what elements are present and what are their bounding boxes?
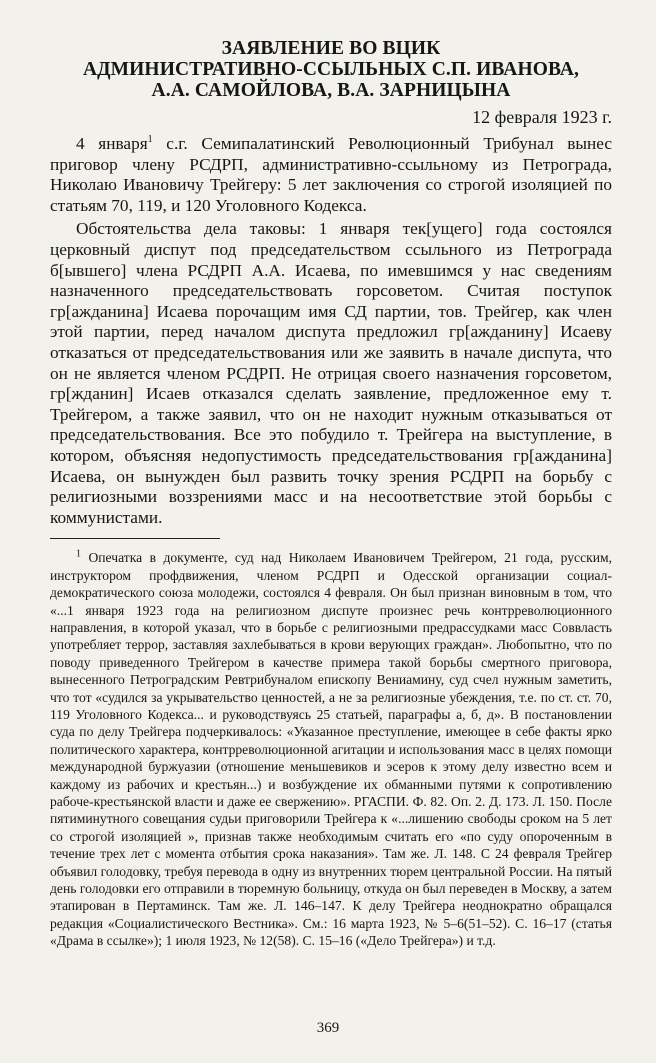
title-line-1: ЗАЯВЛЕНИЕ ВО ВЦИК [221,38,441,59]
paragraph-1-start: 4 января [76,134,148,153]
document-date: 12 февраля 1923 г. [472,107,612,127]
title-line-3: А.А. САМОЙЛОВА, В.А. ЗАРНИЦЫНА [151,80,511,101]
paragraph-2: Обстоятельства дела таковы: 1 января тек[ущего] года состоялся церковный диспут под председательством ссыльного из Петрограда б[ывшего] члена РСДРП А.А. Исаева, по имевшимся у нас сведениям назначенного председательствовать горсоветом. Считая поступок гр[ажданина] Исаева порочащим имя СД партии, тов. Трейгер, как член этой партии, перед началом диспута предложил гр[ажданину] Исаеву отказаться от председательствования или же заявить в начале диспута, что он не является членом РСДРП. Не отрицая своего назначения горсоветом, гр[жданин] Исаев отказался сделать заявление, предложенное ему т. Трейгером, а также заявил, что он не находит нужным отказываться от председательствования. Все это побудило т. Трейгера на выступление, в котором, объясняя недопустимость председательствования гр[ажданина] Исаева, он вынужден был развить точку зрения РСДРП на борьбу с религиозными воззрениями масс и на несоответствие этой борьбы с коммунистами. [50,219,612,527]
document-title [50,38,612,101]
footnote-text: Опечатка в документе, суд над Николаем Ивановичем Трейгером, 21 года, русским, инструктором профдвижения, членом РСДРП и Одесской организации социал-демократического союза молодежи, состоялся 4 февраля. Он был признан виновным в том, что «...1 января 1923 года на религиозном диспуте произнес речь контрреволюционного направления, в которой указал, что в борьбе с религиозными предрассудками масс Соввласть употребляет террор, заставляя захлебываться в крови верующих граждан». Любопытно, что по поводу приведенного Трейгером в качестве примера такой борьбы смертного приговора, вынесенного Петроградским Ревтрибуналом епископу Вениамину, суд счел нужным заметить, что тот «судился за укрывательство ценностей, а не за религиозные убеждения, т.е. по ст. ст. 70, 119 Уголовного Кодекса... и руководствуясь 25 статьей, параграфы а, б, д». В постановлении суда по делу Трейгера подчеркивалось: «Указанное преступление, имеющее в себе факты ярко политического характера, контрреволюционной агитации и использования масс в целях помощи международной буржуазии (отношение меньшевиков и эсеров к этому делу известно всем и каждому из рабочих и крестьян...) и возбуждение их обманными путями к сопротивлению рабоче-крестьянской власти и даже ее свержению». РГАСПИ. Ф. 82. Оп. 2. Д. 173. Л. 150. После пятиминутного совещания судьи приговорили Трейгера к «...лишению свободы сроком на 5 лет со строгой изоляцией », признав также необходимым считать его «по суду опороченным в течение трех лет с момента отбытия срока наказания». Там же. Л. 148. С 24 февраля Трейгер объявил голодовку, требуя перевода в одну из внутренних тюрем центральной России. На пятый день голодовки его отправили в тюремную больницу, откуда он был переведен в Москву, а затем этапирован в Пертаминск. Там же. Л. 146–147. К делу Трейгера неоднократно обращался редакция «Социалистического Вестника». См.: 16 марта 1923, № 5–6(51–52). С. 16–17 (статья «Драма в ссылке»); 1 июля 1923, № 12(58). С. 15–16 («Дело Трейгера») и т.д. [50,550,612,949]
footnote-divider [50,538,220,539]
footnote-reference: 1 [147,134,153,146]
footnote-mark: 1 [76,548,81,560]
footnote-1 [50,549,612,949]
paragraph-1-rest: с.г. Семипалатинский Революционный Трибунал вынес приговор члену РСДРП, административно-ссыльному из Петрограда, Николаю Ивановичу Трейгеру: 5 лет заключения со строгой изоляцией по статьям 70, 119, и 120 Уголовного Кодекса. [50,134,612,215]
title-line-2: АДМИНИСТРАТИВНО-ССЫЛЬНЫХ С.П. ИВАНОВА, [82,59,580,80]
page-number: 369 [316,1020,340,1036]
paragraph-1 [50,134,612,216]
